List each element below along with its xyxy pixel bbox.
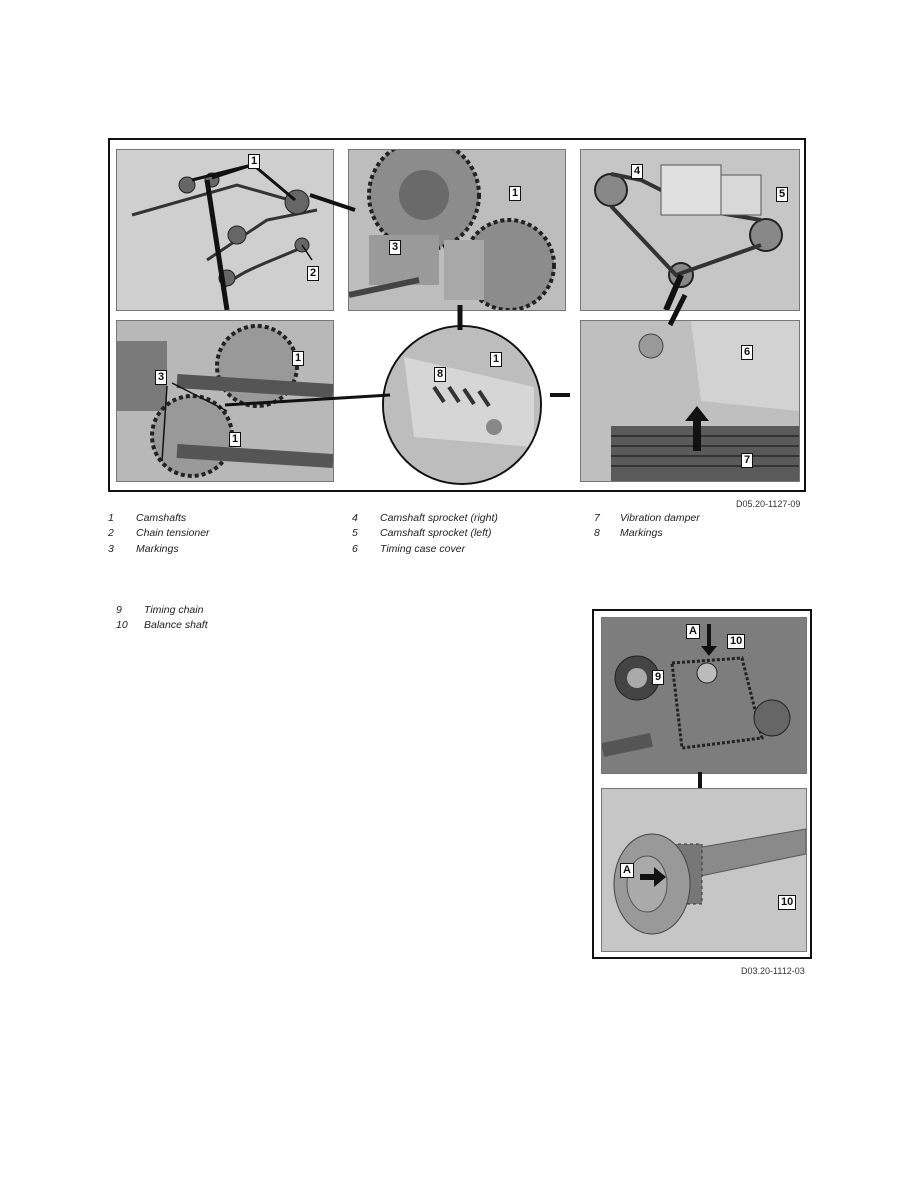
figure-1-code: D05.20-1127-09 [736,499,801,509]
legend-figure-1: 1 Camshafts 2 Chain tensioner 3 Markings 4 Camshaft sprocket (right) 5 Camshaft sprocket (left) 6 Timing case cover 7 Vibration damper 8 Markings [108,512,700,555]
callout-7: 7 [741,453,753,468]
callout-1: 1 [509,186,521,201]
connector-line [698,772,702,788]
legend-figure-2: 9 Timing chain 10 Balance shaft [116,604,208,631]
panel-camshafts-chain [116,149,334,311]
callout-A: A [620,863,634,878]
callout-4: 4 [631,164,643,179]
callout-1: 1 [490,352,502,367]
callout-6: 6 [741,345,753,360]
callout-8: 8 [434,367,446,382]
engine-front-image [602,618,806,773]
panel-camshaft-sprockets [348,149,566,311]
callout-1: 1 [292,351,304,366]
panel-timing-case-cover [580,320,800,482]
callout-1: 1 [248,154,260,169]
callout-3: 3 [155,370,167,385]
panel-balance-shaft [601,788,807,952]
panel-camshaft-markings [116,320,334,482]
figure-1-frame [108,138,806,492]
magnified-markings-image [384,327,540,483]
chain-drive-image [581,150,799,310]
callout-10: 10 [778,895,796,910]
callout-A: A [686,624,700,639]
camshaft-chain-image [117,150,333,310]
timing-cover-image [581,321,799,481]
sprocket-closeup-image [349,150,565,310]
callout-1: 1 [229,432,241,447]
panel-chain-drive [580,149,800,311]
callout-9: 9 [652,670,664,685]
callout-3: 3 [389,240,401,255]
callout-10: 10 [727,634,745,649]
figure-2-code: D03.20-1112-03 [741,966,805,976]
callout-5: 5 [776,187,788,202]
panel-timing-chain-engine [601,617,807,774]
figure-2-frame [592,609,812,959]
markings-image [117,321,333,481]
callout-2: 2 [307,266,319,281]
magnified-markings [382,325,542,485]
